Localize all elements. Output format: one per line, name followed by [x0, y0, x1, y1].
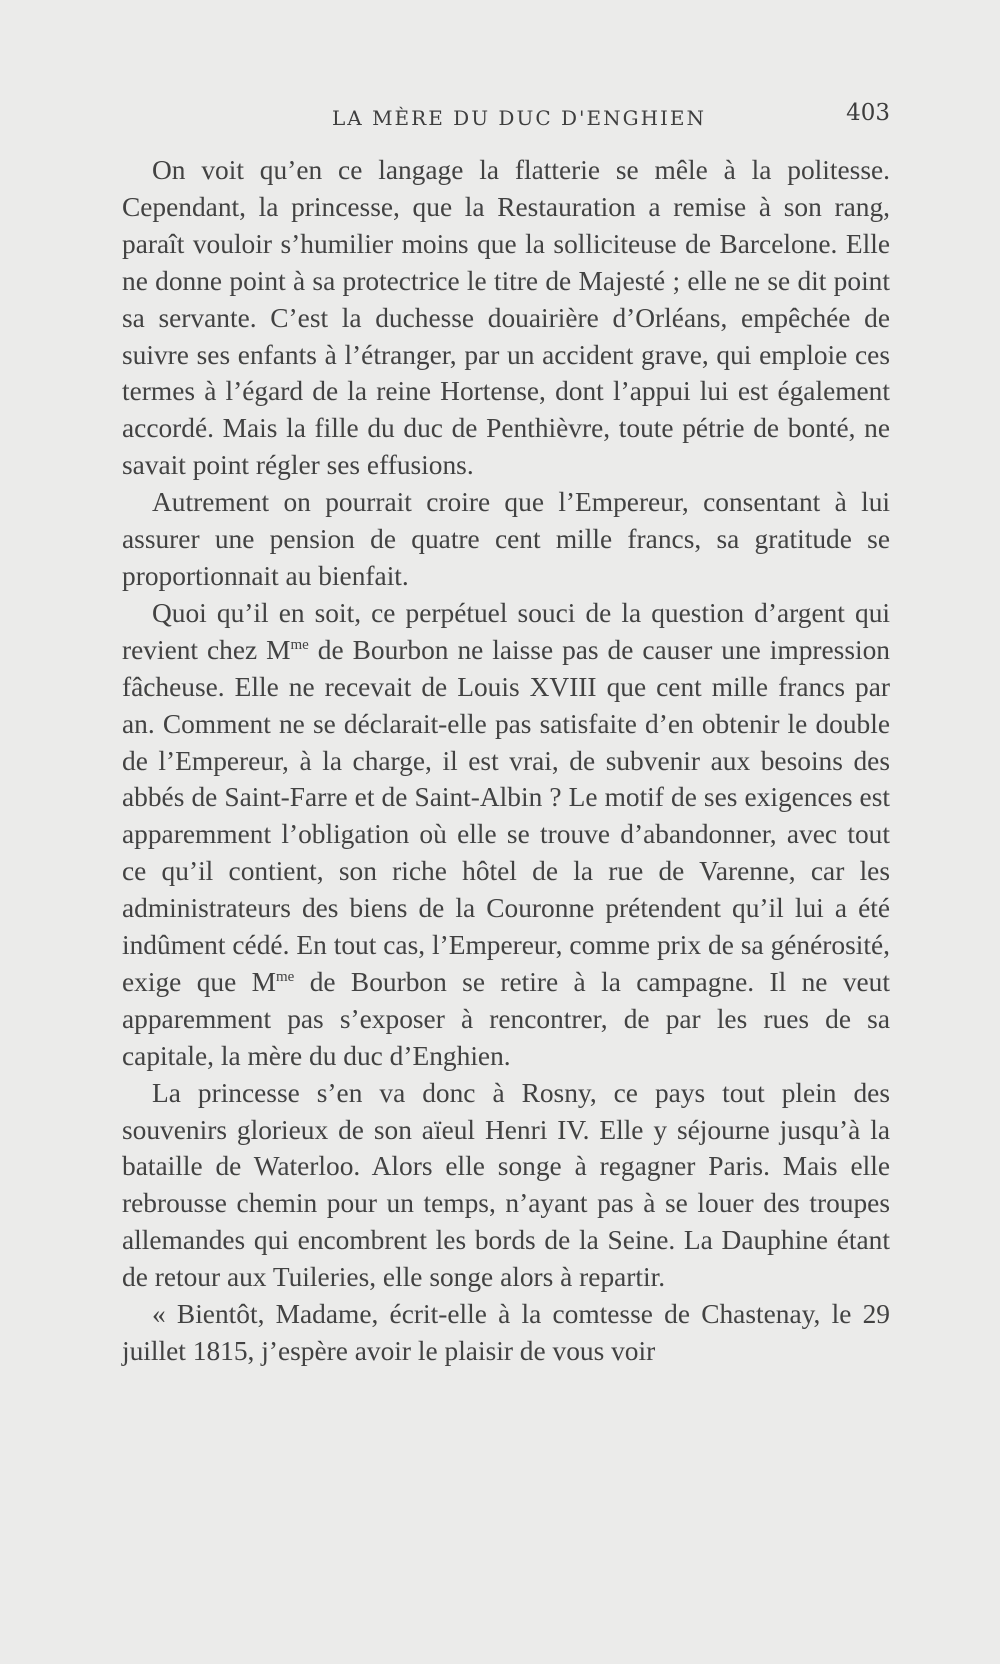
paragraph-3-text-c: de Bourbon se retire à la campagne. Il ne veut apparemment pas s’exposer à rencontrer, de par les rues de sa capitale, la mère du duc d’Enghien. [122, 966, 890, 1071]
paragraph-4-text: La princesse s’en va donc à Rosny, ce pays tout plein des souvenirs glorieux de son aïeul Henri IV. Elle y séjourne jusqu’à la bataille de Waterloo. Alors elle songe à regagner Paris. Mais elle rebrousse chemin pour un temps, n’ayant pas à se louer des troupes allemandes qui encombrent les bords de la Seine. La Dauphine étant de retour aux Tuileries, elle songe alors à repartir. [122, 1077, 890, 1293]
body-text [122, 152, 890, 1370]
paragraph-4 [122, 1075, 890, 1296]
paragraph-3-text-b: de Bourbon ne laisse pas de causer une impression fâcheuse. Elle ne recevait de Louis XVIII que cent mille francs par an. Comment ne se déclarait-elle pas satisfaite d’en obtenir le double de l’Empereur, à la charge, il est vrai, de subvenir aux besoins des abbés de Saint-Farre et de Saint-Albin ? Le motif de ses exigences est apparemment l’obligation où elle se trouve d’abandonner, avec tout ce qu’il contient, son riche hôtel de la rue de Varenne, car les administrateurs des biens de la Couronne prétendent qu’il lui a été indûment cédé. En tout cas, l’Empereur, comme prix de sa générosité, exige que M [122, 634, 890, 997]
paragraph-3 [122, 595, 890, 1075]
paragraph-1 [122, 152, 890, 484]
superscript-me: me [275, 968, 295, 985]
running-title: LA MÈRE DU DUC D'ENGHIEN [332, 106, 707, 130]
superscript-me: me [290, 636, 309, 653]
paragraph-5-text: « Bientôt, Madame, écrit-elle à la comtesse de Chastenay, le 29 juillet 1815, j’espère avoir le plaisir de vous voir [122, 1299, 890, 1366]
paragraph-2 [122, 484, 890, 595]
paragraph-1-text: On voit qu’en ce langage la flatterie se mêle à la politesse. Cependant, la princesse, que la Restauration a remise à son rang, paraît vouloir s’humilier moins que la solliciteuse de Barcelone. Elle ne donne point à sa protectrice le titre de Majesté ; elle ne se dit point sa servante. C’est la duchesse douairière d’Orléans, empêchée de suivre ses enfants à l’étranger, par un accident grave, qui emploie ces termes à l’égard de la reine Hortense, dont l’appui lui est également accordé. Mais la fille du duc de Penthièvre, toute pétrie de bonté, ne savait point régler ses effusions. [122, 155, 890, 481]
page-number: 403 [846, 100, 890, 126]
paragraph-3-text-a: Quoi qu’il en soit, ce perpétuel souci de la question d’argent qui revient chez M [122, 597, 890, 665]
running-head [122, 100, 890, 140]
paragraph-2-text: Autrement on pourrait croire que l’Empereur, consentant à lui assurer une pension de quatre cent mille francs, sa gratitude se proportionnait au bienfait. [122, 487, 890, 591]
paragraph-5 [122, 1296, 890, 1370]
